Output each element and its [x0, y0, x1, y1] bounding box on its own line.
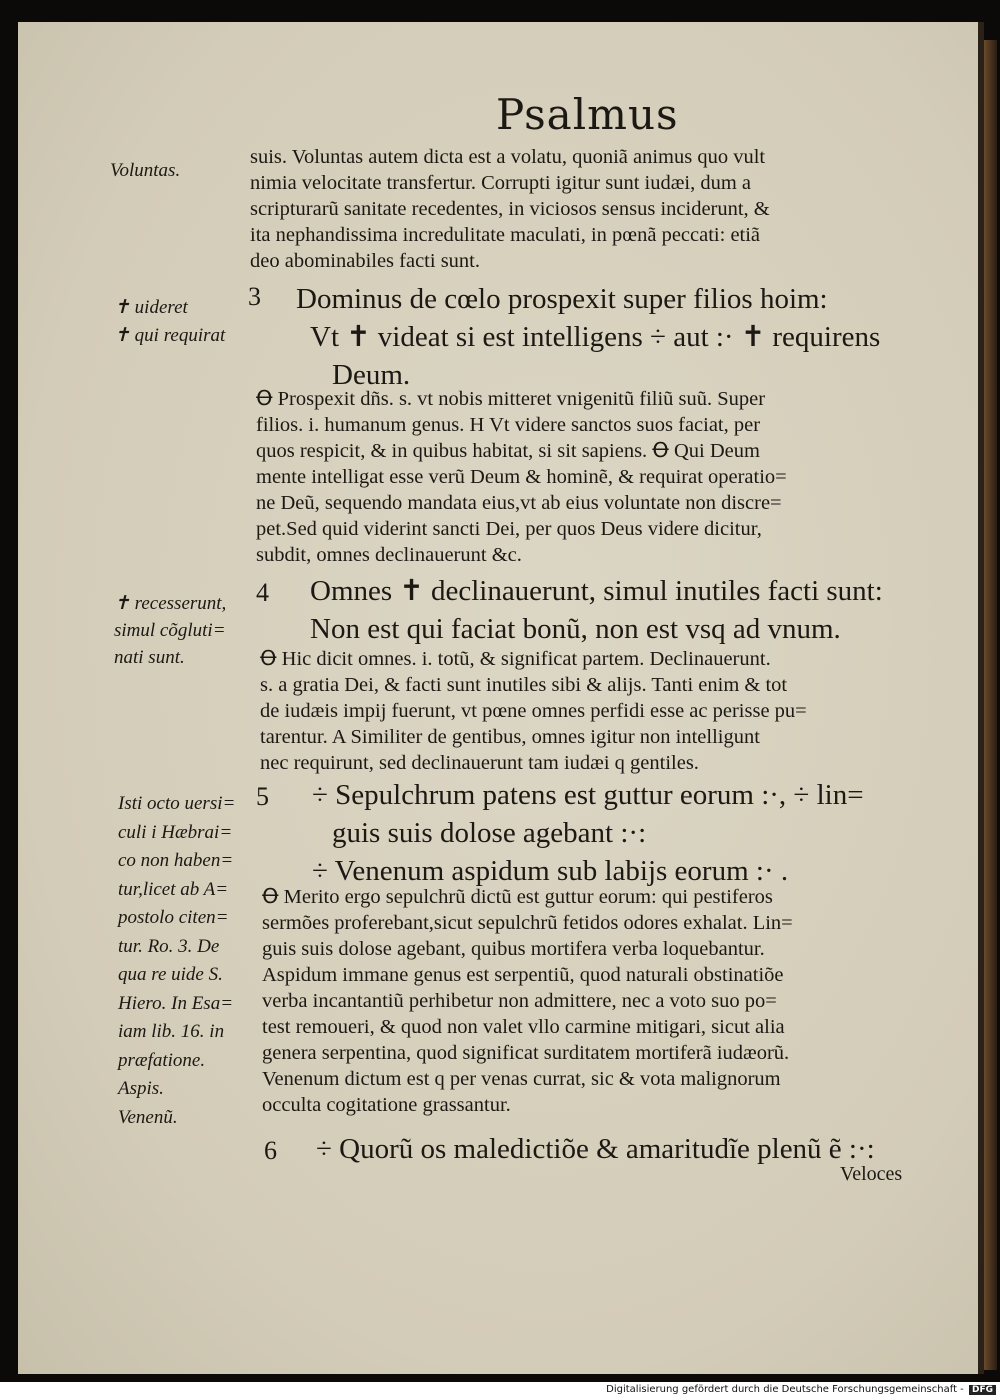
text-line: Ꝋ Hic dicit omnes. i. totũ, & significat partem. Declinauerunt. [260, 648, 771, 670]
margin-note-isti-octo [118, 790, 235, 1132]
text-line: mente intelligat esse verũ Deum & hominẽ, & requirat operatio= [256, 466, 787, 488]
text-line: quos respicit, & in quibus habitat, si sit sapiens. Ꝋ Qui Deum [256, 440, 760, 462]
margin-note-uideret [114, 294, 225, 350]
margin-note-line: Voluntas. [110, 160, 181, 181]
margin-note-line: ✝ qui requirat [114, 325, 226, 346]
verse-number-5: 5 [256, 782, 269, 811]
text-line: subdit, omnes declinauerunt &c. [256, 544, 522, 566]
text-line: nec requirunt, sed declinauerunt tam iudæi q gentiles. [260, 752, 699, 774]
margin-note-line: Hiero. In Esa= [118, 992, 234, 1014]
margin-note-line: Isti octo uersi= [118, 793, 236, 814]
intro-paragraph [250, 144, 930, 274]
verse-4-text [310, 572, 930, 648]
text-line: Ꝋ Merito ergo sepulchrũ dictũ est guttur eorum: qui pestiferos [262, 886, 773, 908]
catchword: Veloces [840, 1163, 903, 1185]
verse-5-commentary [262, 884, 932, 1118]
text-line: Ꝋ Prospexit dñs. s. vt nobis mitteret vnigenitũ filiũ suũ. Super [256, 388, 766, 410]
text-line: guis suis dolose agebant, quibus mortifera verba loquebantur. [262, 938, 765, 960]
text-line: occulta cogitatione grassantur. [262, 1094, 511, 1116]
verse-5-text [312, 776, 932, 890]
verse-line: ÷ Sepulchrum patens est guttur eorum :·, ÷ lin= [312, 779, 864, 811]
verse-line: ÷ Quorũ os maledictiõe & amaritudĩe plenũ ẽ :·: [316, 1133, 875, 1165]
margin-note-line: simul cõgluti= [114, 620, 226, 641]
text-line: s. a gratia Dei, & facti sunt inutiles sibi & alijs. Tanti enim & tot [260, 674, 788, 696]
text-line: filios. i. humanum genus. H Vt videre sanctos suos faciat, per [256, 414, 761, 436]
verse-number-6: 6 [264, 1136, 277, 1165]
margin-note-recesserunt [114, 590, 226, 671]
margin-note-line: tur,licet ab A= [118, 878, 229, 900]
margin-note-line: ✝ recesserunt, [114, 593, 227, 614]
verse-line: Vt ✝ videat si est intelligens ÷ aut :· ✝ requirens [310, 321, 881, 353]
verse-number-3: 3 [248, 282, 261, 311]
margin-note-line: ✝ uideret [114, 297, 188, 318]
text-line: verba incantantiũ perhibetur non admittere, nec a voto suo po= [262, 990, 777, 1012]
text-line: nimia velocitate transfertur. Corrupti igitur sunt iudæi, dum a [250, 172, 752, 194]
text-line: scripturarũ sanitate recedentes, in viciosos sensus inciderunt, & [250, 198, 770, 220]
verse-line: guis suis dolose agebant :·: [332, 817, 647, 849]
margin-note-line: co non haben= [118, 850, 234, 871]
text-line: pet.Sed quid viderint sancti Dei, per quos Deus videre dicitur, [256, 518, 762, 540]
verse-3-commentary [256, 386, 926, 568]
text-line: genera serpentina, quod significat surditatem mortiferã iudæorũ. [262, 1042, 790, 1064]
margin-note-line: Aspis. [118, 1078, 164, 1099]
margin-note-line: qua re uide S. [118, 964, 223, 985]
margin-note-line: postolo citen= [118, 907, 229, 928]
text-line: ne Deũ, sequendo mandata eius,vt ab eius voluntate non discre= [256, 492, 782, 514]
verse-line: Deum. [332, 359, 411, 391]
margin-note-line: nati sunt. [114, 647, 185, 668]
verse-3-text [296, 280, 926, 394]
running-heading: Psalmus [496, 90, 679, 139]
margin-note-line: culi i Hæbrai= [118, 821, 233, 843]
verse-line: Dominus de cœlo prospexit super filios hoim: [296, 283, 828, 315]
verse-line: ÷ Venenum aspidum sub labijs eorum :· . [312, 855, 789, 887]
margin-note-line: Venenũ. [118, 1106, 178, 1128]
verse-4-commentary [260, 646, 930, 776]
text-line: suis. Voluntas autem dicta est a volatu, quoniã animus quo vult [250, 146, 766, 168]
text-line: Aspidum immane genus est serpentiũ, quod naturali obstinatiõe [262, 964, 784, 986]
text-line: ita nephandissima incredulitate maculati, in pœnã peccati: etiã [250, 224, 761, 246]
dfg-logo: DFG [969, 1385, 996, 1395]
text-line: Venenum dictum est q per venas currat, sic & vota malignorum [262, 1068, 781, 1090]
text-line: tarentur. A Similiter de gentibus, omnes igitur non intelligunt [260, 726, 760, 748]
margin-note-line: præfatione. [118, 1049, 206, 1071]
text-line: sermões proferebant,sicut sepulchrũ fetidos odores exhalat. Lin= [262, 912, 793, 934]
margin-note-voluntas [110, 160, 180, 182]
text-line: test remoueri, & quod non valet vllo carmine mitigari, sicut alia [262, 1016, 785, 1038]
verse-line: Non est qui faciat bonũ, non est vsq ad vnum. [310, 613, 841, 645]
verse-number-4: 4 [256, 578, 269, 607]
margin-note-line: tur. Ro. 3. De [118, 935, 220, 957]
margin-note-line: iam lib. 16. in [118, 1021, 225, 1042]
verse-line: Omnes ✝ declinauerunt, simul inutiles facti sunt: [310, 575, 883, 607]
digitization-credit [606, 1384, 996, 1395]
text-line: de iudæis impij fuerunt, vt pœne omnes perfidi esse ac perisse pu= [260, 700, 807, 722]
credit-text: Digitalisierung gefördert durch die Deutsche Forschungsgemeinschaft - [606, 1384, 964, 1395]
text-line: deo abominabiles facti sunt. [250, 250, 480, 272]
